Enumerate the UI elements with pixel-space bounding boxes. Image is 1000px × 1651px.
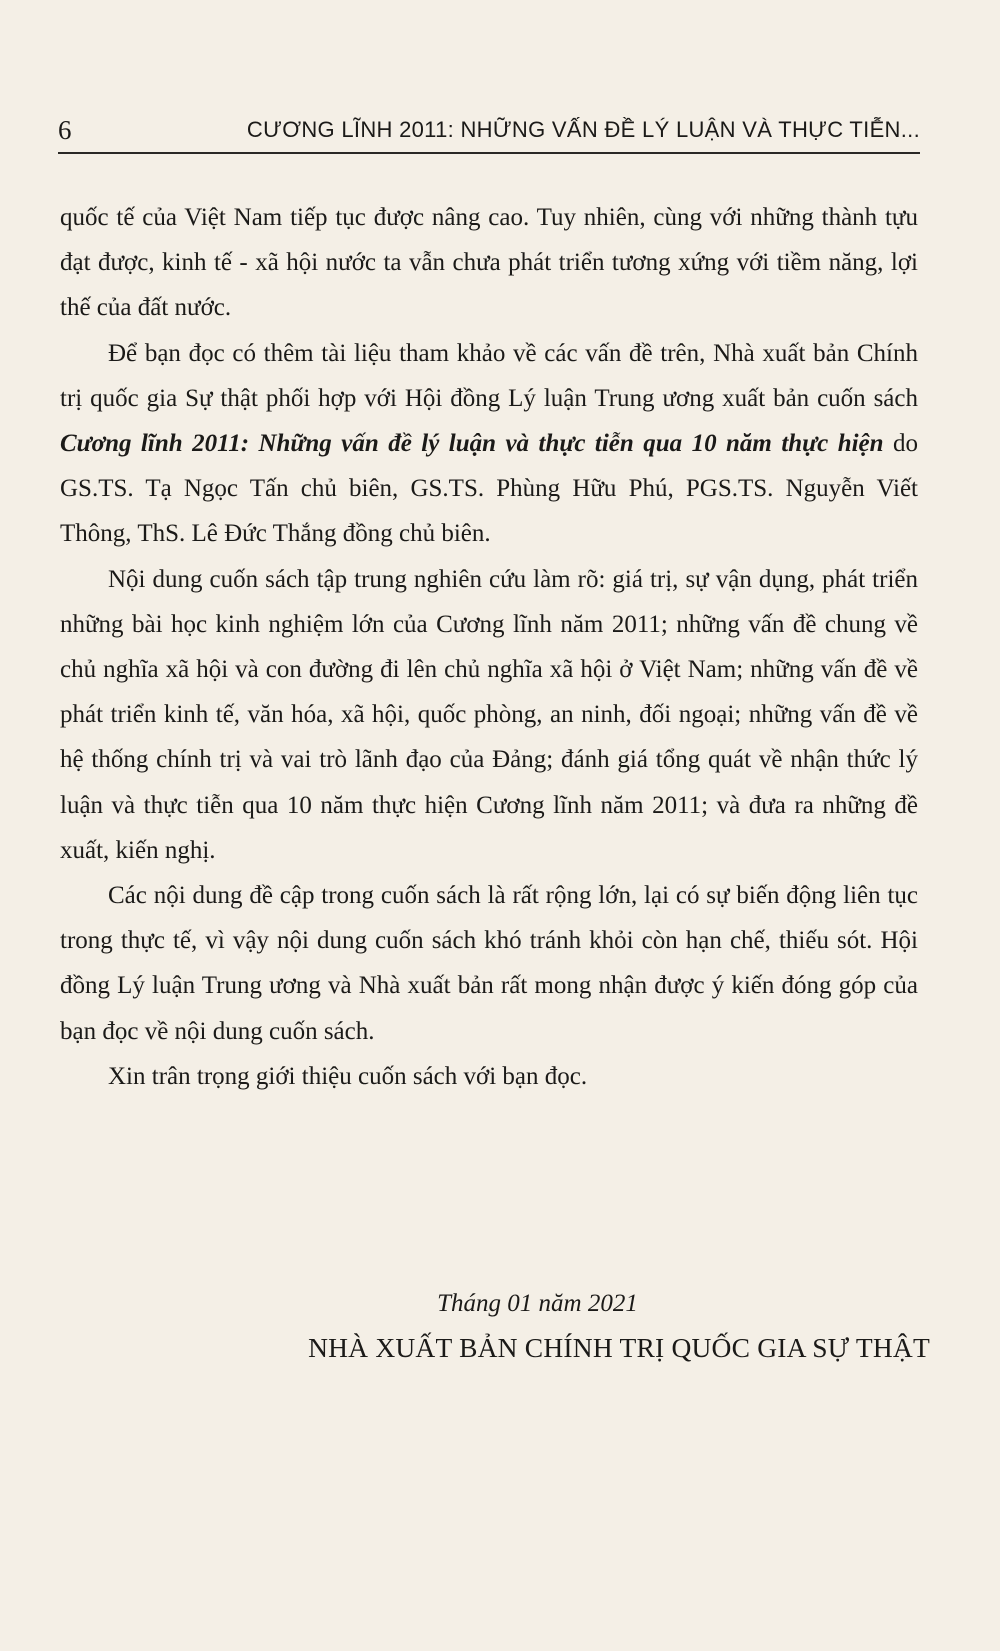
signature-date: Tháng 01 năm 2021: [437, 1290, 638, 1317]
paragraph-limitations: Các nội dung đề cập trong cuốn sách là rất rộng lớn, lại có sự biến động liên tục trong thực tế, vì vậy nội dung cuốn sách khó tránh khỏi còn hạn chế, thiếu sót. Hội đồng Lý luận Trung ương và Nhà xuất bản rất mong nhận được ý kiến đóng góp của bạn đọc về nội dung cuốn sách.: [60, 882, 918, 1045]
paragraph-continuation: quốc tế của Việt Nam tiếp tục được nâng cao. Tuy nhiên, cùng với những thành tựu đạt được, kinh tế - xã hội nước ta vẫn chưa phát triển tương xứng với tiềm năng, lợi thế của đất nước.: [60, 204, 918, 322]
paragraph-book-info: [60, 331, 918, 557]
book-title: Cương lĩnh 2011: Những vấn đề lý luận và thực tiễn qua 10 năm thực hiện: [60, 430, 884, 458]
running-title: CƯƠNG LĨNH 2011: NHỮNG VẤN ĐỀ LÝ LUẬN VÀ THỰC TIỄN...: [246, 117, 920, 142]
page-number: 6: [58, 115, 72, 145]
paragraph-text: Để bạn đọc có thêm tài liệu tham khảo về các vấn đề trên, Nhà xuất bản Chính trị quốc gia Sự thật phối hợp với Hội đồng Lý luận Trung ương xuất bản cuốn sách: [60, 339, 918, 412]
paragraph-closing: Xin trân trọng giới thiệu cuốn sách với bạn đọc.: [108, 1062, 588, 1090]
running-header: [58, 112, 920, 154]
signature-publisher: NHÀ XUẤT BẢN CHÍNH TRỊ QUỐC GIA SỰ THẬT: [308, 1332, 930, 1363]
paragraph-text: do GS.TS. Tạ Ngọc Tấn chủ biên, GS.TS. Phùng Hữu Phú, PGS.TS. Nguyễn Viết Thông, ThS. Lê Đức Thắng đồng chủ biên.: [60, 430, 918, 548]
body-text: [60, 195, 918, 1099]
paragraph-content-summary: Nội dung cuốn sách tập trung nghiên cứu làm rõ: giá trị, sự vận dụng, phát triển những bài học kinh nghiệm lớn của Cương lĩnh năm 2011; những vấn đề chung về chủ nghĩa xã hội và con đường đi lên chủ nghĩa xã hội ở Việt Nam; những vấn đề về phát triển kinh tế, văn hóa, xã hội, quốc phòng, an ninh, đối ngoại; những vấn đề về hệ thống chính trị và vai trò lãnh đạo của Đảng; đánh giá tổng quát về nhận thức lý luận và thực tiễn qua 10 năm thực hiện Cương lĩnh năm 2011; và đưa ra những đề xuất, kiến nghị.: [60, 565, 918, 864]
